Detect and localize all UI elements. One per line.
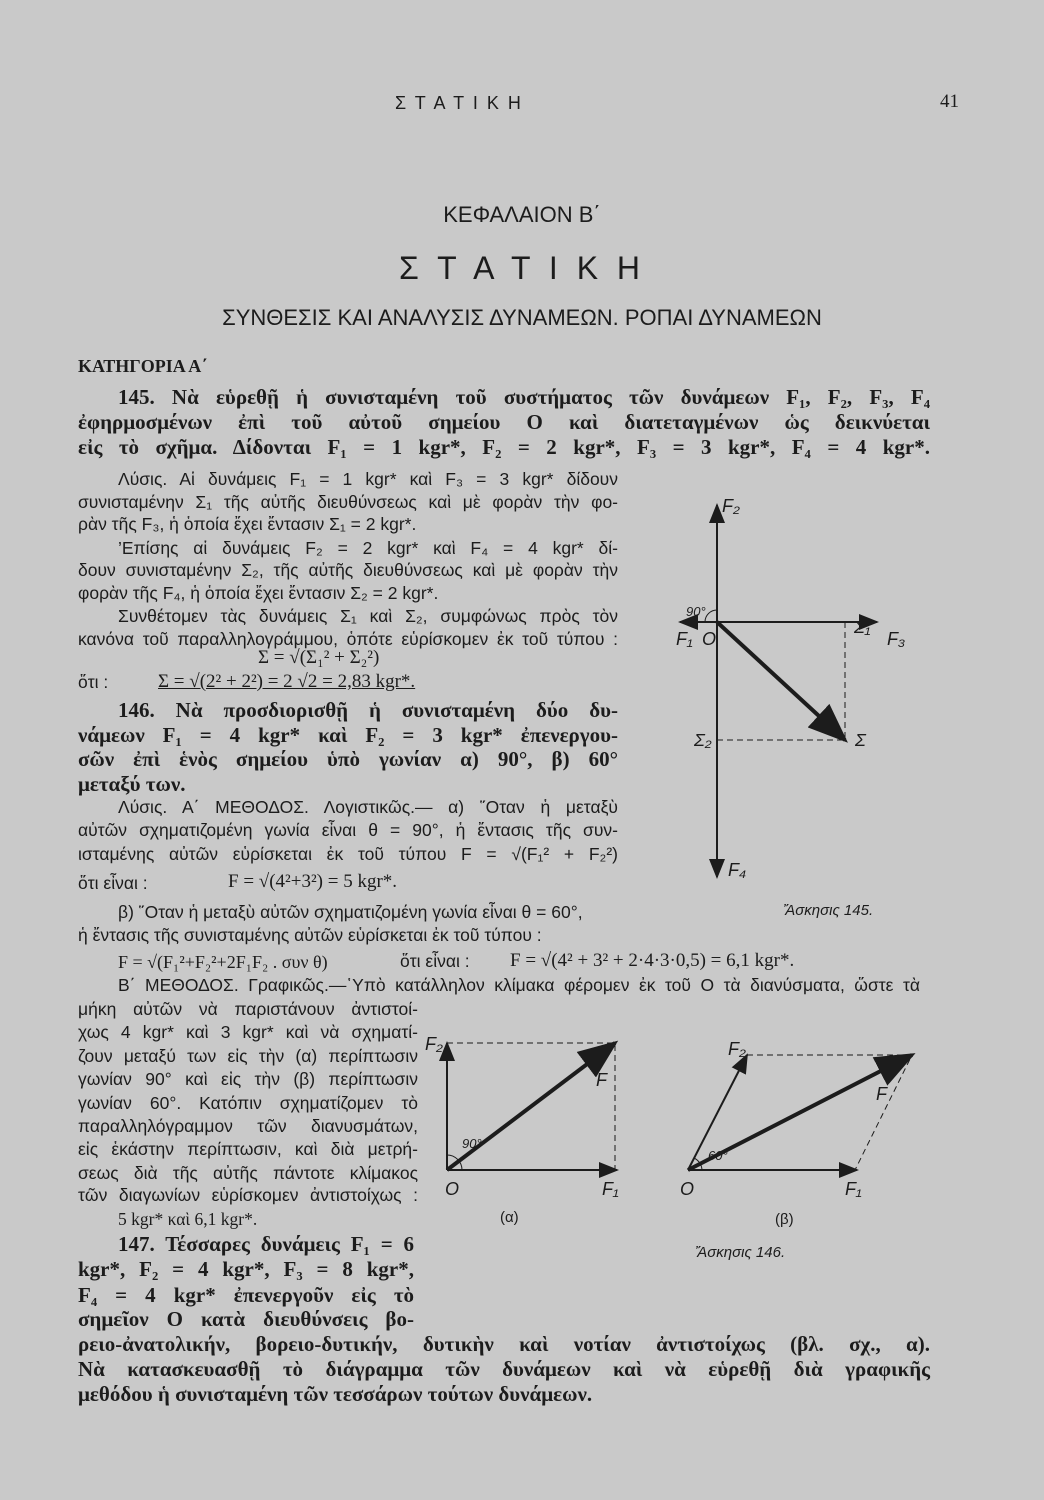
subfigure-a-label: (α) (500, 1209, 519, 1226)
chapter-label: ΚΕΦΑΛΑΙΟΝ Β΄ (443, 202, 601, 227)
label-f2: F₂ (722, 496, 740, 516)
problem-147-line: kgr*, F₂ = 4 kgr*, F₃ = 8 kgr*, (78, 1257, 414, 1281)
method-b-line: παραλληλόγραμμον τῶν διανυσμάτων, (78, 1116, 418, 1136)
chapter-title: Σ Τ Α Τ Ι Κ Η (398, 250, 646, 286)
problem-146-line: νάμεων F₁ = 4 kgr* καὶ F₂ = 3 kgr* ἐπενεργου- (78, 723, 618, 747)
label-o: O (445, 1179, 460, 1199)
label-f3: F₃ (887, 629, 906, 649)
label-f2: F₂ (425, 1034, 443, 1054)
solution-145-line: ’Επίσης αἱ δυνάμεις F₂ = 2 kgr* καὶ F₄ = 4 kgr* δί- (118, 538, 618, 558)
solution-145-line: Συνθέτομεν τὰς δυνάμεις Σ₁ καὶ Σ₂, συμφώνως πρὸς τὸν (118, 606, 618, 626)
label-angle: 90° (686, 604, 706, 619)
solution-145-line: κανόνα τοῦ παραλληλογράμμου, ὁπότε εὑρίσκομεν ἐκ τοῦ τύπου : (78, 629, 618, 649)
subfigure-b-label: (β) (775, 1211, 794, 1228)
figure-caption: Ἄσκησις 145. (783, 902, 874, 919)
label-s2: Σ₂ (694, 730, 712, 750)
problem-145-line: ἐφηρμοσμένων ἐπὶ τοῦ αὐτοῦ σημείου O καὶ διατεταγμένων ὡς δεικνύεται (78, 410, 930, 434)
label-f2: F₂ (728, 1039, 746, 1059)
solution-145-line: δουν συνισταμένην Σ₂, τῆς αὐτῆς διευθύνσεως καὶ μὲ φορὰν τὴν (78, 560, 618, 580)
dashed-line (747, 1055, 912, 1170)
result-prefix: ὅτι : (78, 672, 109, 692)
problem-147-line: ρειο-ἀνατολικήν, βορειο-δυτικήν, δυτικὴν καὶ νοτίαν ἀντιστοίχως (βλ. σχ., α). (78, 1332, 930, 1356)
method-b-line: χως 4 kgr* καὶ 3 kgr* καὶ νὰ σχηματί- (78, 1022, 418, 1042)
angle-arc (705, 610, 717, 622)
label-s: Σ (855, 730, 866, 750)
label-f4: F₄ (728, 860, 747, 880)
part-b-line: ἡ ἔντασις τῆς συνισταμένης αὐτῶν εὑρίσκεται ἐκ τοῦ τύπου : (78, 925, 542, 945)
vector-resultant (717, 622, 845, 740)
problem-147-line: μεθόδου ἡ συνισταμένη τῶν τεσσάρων τούτων δυνάμεων. (78, 1382, 593, 1406)
figure-145 (680, 505, 877, 877)
label-f1: F₁ (845, 1179, 862, 1199)
method-b-line: γωνίαν 90° καὶ εἰς τὴν (β) περίπτωσιν (78, 1069, 418, 1089)
label-o: O (680, 1179, 695, 1199)
label-angle: 60° (708, 1148, 728, 1163)
label-s1: Σ₁ (854, 617, 871, 637)
solution-145-line: ρὰν τῆς F₃, ἡ ὁποία ἔχει ἔντασιν Σ₁ = 2 kgr*. (78, 514, 417, 534)
problem-147-line: σημεῖον O κατὰ διευθύνσεις βο- (78, 1307, 414, 1331)
solution-145-line: Λύσις. Αἱ δυνάμεις F₁ = 1 kgr* καὶ F₃ = 3 kgr* δίδουν (118, 469, 618, 489)
figure-caption: Ἄσκησις 146. (695, 1244, 786, 1261)
problem-146-line: σῶν ἐπὶ ἑνὸς σημείου ὑπὸ γωνίαν α) 90°, β) 60° (78, 747, 618, 771)
formula-146b: F = √(F₁²+F₂²+2F₁F₂ . συν θ) (118, 952, 328, 972)
part-b-line: β) ῞Οταν ἡ μεταξὺ αὐτῶν σχηματιζομένη γωνία εἶναι θ = 60°, (118, 902, 583, 922)
label-o: O (702, 629, 717, 649)
method-b-line: Β΄ ΜΕΘΟΔΟΣ. Γραφικῶς.—῾Υπὸ κατάλληλον κλίμακα φέρομεν ἐκ τοῦ O τὰ διανύσματα, ὥστε τὰ (118, 975, 920, 995)
method-b-line: γωνίαν 60°. Κατόπιν σχηματίζομεν τὸ (78, 1093, 418, 1113)
formula-145: Σ = √(Σ₁² + Σ₂²) (258, 647, 380, 668)
problem-147-line: F₄ = 4 kgr* ἐπενεργοῦν εἰς τὸ (78, 1283, 414, 1307)
category-heading: ΚΑΤΗΓΟΡΙΑ Α΄ (78, 356, 208, 376)
label-f: F (596, 1070, 607, 1090)
method-b-line: σεως διὰ τῆς αὐτῆς πάντοτε κλίμακος (78, 1163, 418, 1183)
chapter-subtitle: ΣΥΝΘΕΣΙΣ ΚΑΙ ΑΝΑΛΥΣΙΣ ΔΥΝΑΜΕΩΝ. ΡΟΠΑΙ ΔΥΝΑΜΕΩΝ (222, 305, 822, 330)
method-b-result: 5 kgr* καὶ 6,1 kgr*. (118, 1209, 258, 1229)
solution-146-line: αὐτῶν σχηματιζομένη γωνία εἶναι θ = 90°, ἡ ἔντασις τῆς συν- (78, 820, 618, 840)
label-angle: 90° (462, 1136, 482, 1151)
method-b-line: τῶν διαγωνίων εὑρίσκομεν ἀντιστοίχως : (78, 1185, 418, 1205)
result-145: Σ = √(2² + 2²) = 2 √2 = 2,83 kgr*. (158, 671, 416, 692)
label-f1: F₁ (602, 1179, 619, 1199)
method-b-line: μήκη αὐτῶν νὰ παριστάνουν ἀντιστοί- (78, 999, 418, 1019)
solution-146-line: ισταμένης αὐτῶν εὑρίσκεται ἐκ τοῦ τύπου F = √(F₁² + F₂²) (78, 844, 618, 864)
method-b-line: ζουν μεταξύ των εἰς τὴν (α) περίπτωσιν (78, 1046, 418, 1066)
solution-145-line: φορὰν τῆς F₄, ἡ ὁποία ἔχει ἔντασιν Σ₂ = 2 kgr*. (78, 583, 439, 603)
result-prefix: ὅτι εἶναι : (78, 873, 148, 893)
problem-145-line: εἰς τὸ σχῆμα. Δίδονται F₁ = 1 kgr*, F₂ = 2 kgr*, F₃ = 3 kgr*, F₄ = 4 kgr*. (78, 435, 930, 459)
result-146b: F = √(4² + 3² + 2·4·3·0,5) = 6,1 kgr*. (510, 950, 795, 971)
solution-145-line: συνισταμένην Σ₁ τῆς αὐτῆς διευθύνσεως καὶ μὲ φορὰν τὴν φο- (78, 492, 618, 512)
label-f: F (876, 1084, 887, 1104)
problem-145-line: 145. Νὰ εὑρεθῇ ἡ συνισταμένη τοῦ συστήματος τῶν δυνάμεων F₁, F₂, F₃, F₄ (118, 385, 930, 409)
label-f1: F₁ (676, 629, 693, 649)
problem-147-line: 147. Τέσσαρες δυνάμεις F₁ = 6 (118, 1232, 414, 1256)
problem-146-line: μεταξύ των. (78, 772, 186, 796)
page-number: 41 (940, 91, 959, 112)
running-title: Σ Τ Α Τ Ι Κ Η (395, 93, 523, 113)
result-prefix: ὅτι εἶναι : (400, 951, 470, 971)
solution-146-line: Λύσις. Α΄ ΜΕΘΟΔΟΣ. Λογιστικῶς.— α) ῞Οταν ἡ μεταξὺ (118, 797, 618, 817)
problem-147-line: Νὰ κατασκευασθῇ τὸ διάγραμμα τῶν δυνάμεων καὶ νὰ εὑρεθῇ διὰ γραφικῆς (78, 1357, 930, 1381)
method-b-line: εἰς ἑκάστην περίπτωσιν, καὶ διὰ μετρή- (78, 1139, 418, 1159)
result-146a: F = √(4²+3²) = 5 kgr*. (228, 871, 398, 892)
problem-146-line: 146. Νὰ προσδιορισθῇ ἡ συνισταμένη δύο δυ- (118, 698, 618, 722)
